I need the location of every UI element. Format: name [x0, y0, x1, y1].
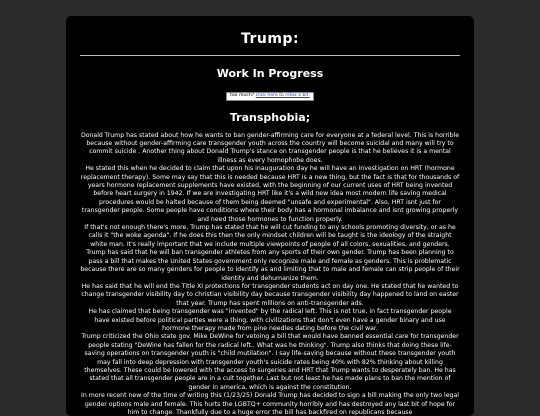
relax-link[interactable]: click here to relax a bit.: [255, 93, 310, 98]
paragraph: He stated this when he decided to claim that upon his inauguration day he will have an investigation on HRT (hormone replacement therapy). Some may say that this is needed because HRT is a new thing, but the fact is that for thousands of years hormone replacement supplements have existed, with the beginning of our current uses of HRT being invented before heart surgery in 1942. If we are investigating HRT like it's a wild new idea most modern life saving medical procedures would be halted because of them being deemed "unsafe and experimental". Also, HRT isnt just for transgender people. Some people have conditions where their body has a hormonal imbalance and isnt growing properly and need those hormones to function properly.: [80, 165, 460, 223]
too-much-label: too much?: [230, 93, 255, 98]
paragraph: If that's not enough there's more. Trump has stated that he will cut funding to any schools promoting diversity, or as he calls it "the woke agenda". If he does this then the only mindset children will be taught is the ideology of the straight white man. It's really important that we include multiple viewpoints of people of all colors, sexualities, and genders.: [84, 224, 456, 248]
title-divider: [80, 55, 460, 56]
too-much-box: [226, 92, 314, 101]
paragraph: Donald Trump has stated about how he wants to ban gender-affirming care for everyone at a federal level. This is horrible because without gender-affirming care transgender youth across the country will become suicidal and many will try to commit suicide . Another thing about Donald Trump's stance on transgender people is that he believes it is a mental illness as every homophobe does.: [80, 131, 460, 164]
too-much-notice: [66, 92, 474, 101]
paragraph: Trump has said that he will ban transgender athletes from any sports of their own gender. Trump has been planning to pass a bill that makes the United States government only recognize male and female as genders. This is problematic because there are so many genders for people to identify as and limiting that to male and female can strip people of their identity and dehumanize them.: [80, 249, 460, 282]
paragraph: In more recent new of the time of writing this (1/23/25) Donald Trump has decided to sign a bill making the only two legal gender options male and female. This hurts the LGBTQ+ community horribly and has destroyed any last bit of hope for him to change. Thankfully due to a huge error the bill has backfired on republicans because: [81, 392, 459, 416]
work-in-progress-heading: Work In Progress: [216, 67, 324, 80]
article-body: [80, 132, 460, 416]
paragraph: He has claimed that being transgender was "invented" by the radical left. This is not true, in fact transgender people have existed before political parties were a thing, with civilizations that don't even have a gender binary and use hormone therapy made from pine needles dating before the civil war.: [88, 308, 452, 332]
content-panel: [66, 16, 474, 416]
section-heading: Transphobia;: [229, 110, 311, 124]
paragraph: Trump criticized the Ohio state gov. Mike DeWine for vetoing a bill that would have banned essential care for transgender people stating "DeWine has fallen for the radical left.. What was he thinking". Trump also thinks that doing these life-saving operations on transgender youth is "child mutilation". I say life-saving because without these transgender youth may fall into deep depression with transgender youth's suicide rates being 40% with 82% thinking about killing themselves. These could be lowered with the access to surgeries and HRT that Trump wants to desperately ban. He has stated that all transgender people are in a cult together. Last but not least he has made plans to ban the mention of gender in america, which is against the constitution.: [81, 333, 459, 391]
paragraph: He has said that he will end the Title XI protections for transgender students act on day one. He stated that he wanted to change transgender visibility day to christian visibility day because transgender visibility day happened to land on easter that year. Trump has spent millions on anti-transgender ads.: [81, 282, 459, 307]
page-title: Trump:: [240, 31, 300, 47]
